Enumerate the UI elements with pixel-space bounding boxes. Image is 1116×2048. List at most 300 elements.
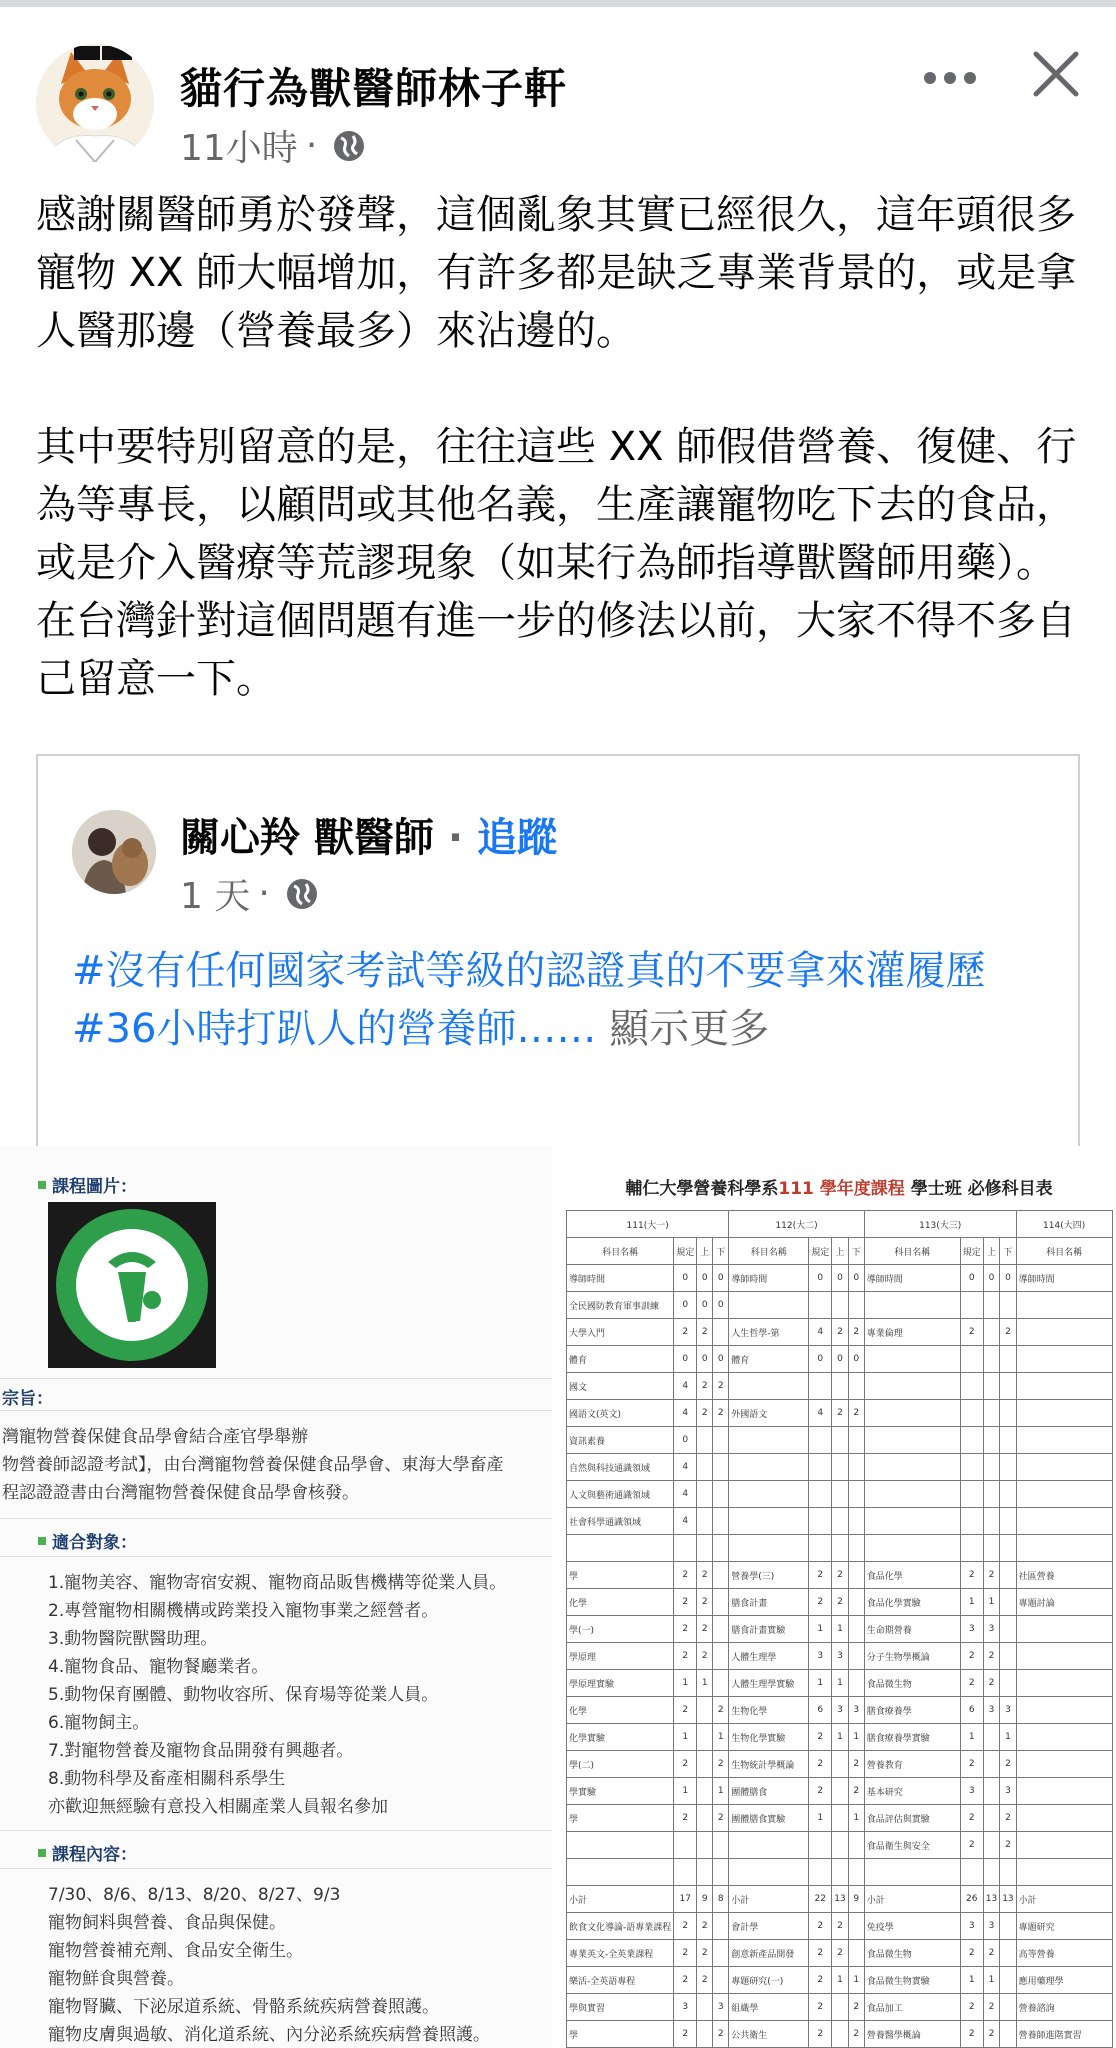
table-row: [567, 1751, 1113, 1778]
table-cell: 全民國防教育軍事訓練: [567, 1292, 674, 1319]
table-cell: 2: [697, 1319, 713, 1346]
table-cell: 3: [848, 1697, 864, 1724]
audience-item: 6.寵物飼主。: [48, 1713, 150, 1733]
table-cell: 生物統計學概論: [729, 1751, 809, 1778]
col-header: 下: [713, 1238, 729, 1265]
table-cell: 食品化學實驗: [864, 1589, 960, 1616]
content-item: 寵物皮膚與過敏、消化道系統、內分泌系統疾病營養照護。: [48, 2025, 490, 2045]
table-cell: 營養教育: [864, 1751, 960, 1778]
table-cell: 13: [832, 1886, 848, 1913]
table-cell: 1: [809, 1805, 832, 1832]
table-row: [567, 1319, 1113, 1346]
audience-item: 7.對寵物營養及寵物食品開發有興趣者。: [48, 1741, 354, 1761]
table-cell: 4: [674, 1454, 697, 1481]
table-cell: 飲食文化導論-語專業課程: [567, 1913, 674, 1940]
col-header: 上: [832, 1238, 848, 1265]
table-cell: [729, 1508, 809, 1535]
table-row: [567, 2021, 1113, 2048]
table-row: [567, 1643, 1113, 1670]
hashtag-link[interactable]: #沒有任何國家考試等級的認證真的不要拿來灌履歷: [72, 948, 986, 994]
table-cell: 22: [809, 1886, 832, 1913]
table-cell: 8: [713, 1886, 729, 1913]
table-cell: [1016, 1400, 1112, 1427]
table-cell: [848, 1913, 864, 1940]
col-header: 下: [1000, 1238, 1016, 1265]
table-cell: 3: [1000, 1697, 1016, 1724]
table-cell: [1016, 1778, 1112, 1805]
table-cell: [809, 1508, 832, 1535]
table-cell: 2: [713, 1805, 729, 1832]
table-cell: [983, 1481, 999, 1508]
table-cell: [713, 1913, 729, 1940]
content-item: 寵物營養補充劑、食品安全衛生。: [48, 1941, 303, 1961]
table-cell: 2: [697, 1643, 713, 1670]
table-cell: [729, 1535, 809, 1562]
table-cell: [1000, 1373, 1016, 1400]
table-cell: 2: [832, 1940, 848, 1967]
year-header: 114(大四): [1016, 1211, 1112, 1238]
table-cell: [697, 1994, 713, 2021]
table-cell: [697, 1751, 713, 1778]
table-row: [567, 1724, 1113, 1751]
table-cell: [1000, 1454, 1016, 1481]
table-cell: [729, 1292, 809, 1319]
table-cell: [864, 1292, 960, 1319]
table-cell: 2: [832, 1589, 848, 1616]
shared-post-card[interactable]: [36, 754, 1080, 1154]
table-cell: 0: [960, 1265, 983, 1292]
table-cell: [1000, 1427, 1016, 1454]
meta-separator: ·: [258, 873, 270, 914]
table-cell: [809, 1454, 832, 1481]
divider: [0, 1410, 552, 1411]
table-cell: 膳食療養學: [864, 1697, 960, 1724]
table-cell: 2: [697, 1589, 713, 1616]
table-cell: 17: [674, 1886, 697, 1913]
table-cell: [960, 1859, 983, 1886]
table-cell: [864, 1427, 960, 1454]
table-cell: 2: [713, 1400, 729, 1427]
table-cell: 4: [809, 1319, 832, 1346]
curriculum-table-image[interactable]: [562, 1146, 1116, 2048]
globe-icon: [284, 876, 320, 912]
table-cell: [729, 1373, 809, 1400]
purpose-line: 物營養師認證考試】，由台灣寵物營養保健食品學會、東海大學畜產: [2, 1455, 504, 1475]
table-cell: 1: [832, 1616, 848, 1643]
table-cell: [983, 1292, 999, 1319]
table-cell: 4: [674, 1508, 697, 1535]
table-cell: [832, 1373, 848, 1400]
table-cell: 0: [832, 1346, 848, 1373]
table-cell: 2: [983, 2021, 999, 2048]
table-cell: [864, 1859, 960, 1886]
col-header: 科目名稱: [864, 1238, 960, 1265]
table-cell: 2: [697, 1913, 713, 1940]
table-row: [567, 1589, 1113, 1616]
table-cell: 2: [674, 1319, 697, 1346]
table-row: [567, 1373, 1113, 1400]
table-cell: [864, 1454, 960, 1481]
table-row: [567, 1886, 1113, 1913]
table-cell: [983, 1859, 999, 1886]
col-header: 上: [983, 1238, 999, 1265]
table-cell: [848, 1535, 864, 1562]
col-header: 科目名稱: [567, 1238, 674, 1265]
table-cell: 專題研究(一): [729, 1967, 809, 1994]
table-cell: 外國語文: [729, 1400, 809, 1427]
table-cell: 公共衛生: [729, 2021, 809, 2048]
author-name[interactable]: 貓行為獸醫師林子軒: [180, 64, 568, 113]
more-options-icon[interactable]: [920, 66, 980, 90]
table-cell: [1000, 1481, 1016, 1508]
table-cell: 2: [983, 1562, 999, 1589]
col-header: 規定: [960, 1238, 983, 1265]
table-cell: 1: [848, 1967, 864, 1994]
table-cell: [567, 1832, 674, 1859]
table-row: [567, 1400, 1113, 1427]
shared-post-meta: [180, 868, 320, 919]
table-cell: 專業倫理: [864, 1319, 960, 1346]
table-cell: 0: [674, 1346, 697, 1373]
table-cell: 6: [809, 1697, 832, 1724]
table-cell: 2: [960, 1994, 983, 2021]
curriculum-table: [566, 1210, 1113, 2048]
table-cell: 生命期營養: [864, 1616, 960, 1643]
table-cell: 3: [983, 1913, 999, 1940]
table-cell: [848, 1940, 864, 1967]
table-row: [567, 1859, 1113, 1886]
table-cell: 國語文(英文): [567, 1400, 674, 1427]
table-cell: [713, 1319, 729, 1346]
table-cell: [1016, 1859, 1112, 1886]
table-cell: 9: [848, 1886, 864, 1913]
table-cell: [848, 1670, 864, 1697]
content-heading: [38, 1840, 137, 1865]
table-cell: [567, 1859, 674, 1886]
table-cell: [713, 1589, 729, 1616]
table-cell: [1000, 1859, 1016, 1886]
table-cell: [713, 1454, 729, 1481]
table-cell: 導師時間: [729, 1265, 809, 1292]
table-row: [567, 1616, 1113, 1643]
table-cell: 學與實習: [567, 1994, 674, 2021]
table-cell: [832, 1508, 848, 1535]
table-cell: 2: [1000, 1319, 1016, 1346]
table-cell: 2: [674, 1805, 697, 1832]
table-cell: 0: [809, 1346, 832, 1373]
table-cell: [697, 1697, 713, 1724]
table-cell: [1016, 1805, 1112, 1832]
table-cell: [864, 1346, 960, 1373]
table-cell: 1: [848, 1724, 864, 1751]
post-paragraph: 其中要特別留意的是，往往這些 XX 師假借營養、復健、行為等專長，以顧問或其他名義，生產讓寵物吃下去的食品，或是介入醫療等荒謬現象（如某行為師指導獸醫師用藥）。在台灣針對這個問題有進一步的修法以前，大家不得不多自己留意一下。: [36, 424, 1077, 702]
table-cell: 2: [960, 1805, 983, 1832]
shared-author-avatar[interactable]: [72, 810, 156, 894]
table-cell: [848, 1427, 864, 1454]
table-cell: 2: [960, 1751, 983, 1778]
table-row: [567, 1940, 1113, 1967]
table-cell: 學(二): [567, 1751, 674, 1778]
table-cell: [832, 1751, 848, 1778]
table-cell: [983, 1778, 999, 1805]
table-cell: [1016, 1832, 1112, 1859]
logo-text: T.A.P.H: [103, 1318, 161, 1336]
table-cell: [713, 1508, 729, 1535]
col-header: 規定: [674, 1238, 697, 1265]
table-cell: 0: [713, 1292, 729, 1319]
table-row: [567, 1508, 1113, 1535]
table-cell: 1: [960, 1724, 983, 1751]
table-cell: [832, 1778, 848, 1805]
title-suffix: 學士班 必修科目表: [904, 1179, 1053, 1199]
table-cell: 4: [809, 1400, 832, 1427]
divider: [0, 1556, 552, 1557]
table-row: [567, 1346, 1113, 1373]
table-cell: 2: [809, 1778, 832, 1805]
table-row: [567, 1805, 1113, 1832]
table-cell: 學: [567, 1562, 674, 1589]
table-cell: [729, 1454, 809, 1481]
table-cell: [713, 1967, 729, 1994]
table-cell: [697, 1724, 713, 1751]
table-cell: [1000, 1670, 1016, 1697]
table-cell: 2: [1000, 1832, 1016, 1859]
table-cell: 團體膳食: [729, 1778, 809, 1805]
see-more-link[interactable]: 顯示更多: [609, 1006, 770, 1052]
table-cell: 專題討論: [1016, 1589, 1112, 1616]
table-row: [567, 1832, 1113, 1859]
table-cell: 人體生理學實驗: [729, 1670, 809, 1697]
table-cell: [697, 1805, 713, 1832]
col-header: 下: [848, 1238, 864, 1265]
table-cell: [960, 1481, 983, 1508]
table-cell: [1016, 1616, 1112, 1643]
table-cell: 免疫學: [864, 1913, 960, 1940]
close-icon[interactable]: [1030, 48, 1082, 100]
table-cell: [983, 1832, 999, 1859]
table-cell: [983, 1346, 999, 1373]
table-cell: [1016, 1724, 1112, 1751]
table-cell: [983, 1400, 999, 1427]
table-cell: [832, 1454, 848, 1481]
table-cell: [713, 1616, 729, 1643]
table-cell: 2: [848, 1400, 864, 1427]
table-cell: 膳食計畫實驗: [729, 1616, 809, 1643]
table-cell: [983, 1751, 999, 1778]
table-cell: [729, 1832, 809, 1859]
table-cell: 化學: [567, 1589, 674, 1616]
year-header: 111(大一): [567, 1211, 729, 1238]
table-cell: 2: [674, 2021, 697, 2048]
table-cell: [809, 1535, 832, 1562]
table-cell: [1000, 1967, 1016, 1994]
table-cell: [960, 1535, 983, 1562]
purpose-line: 程認證證書由台灣寵物營養保健食品學會核發。: [2, 1483, 359, 1503]
table-cell: 資訊素養: [567, 1427, 674, 1454]
taph-logo-icon: [48, 1202, 216, 1368]
table-cell: [713, 1643, 729, 1670]
hashtag-link[interactable]: #36小時打趴人的營養師……: [72, 1006, 597, 1052]
table-cell: 食品微生物實驗: [864, 1967, 960, 1994]
table-cell: [960, 1292, 983, 1319]
table-cell: 社會科學通識領域: [567, 1508, 674, 1535]
table-cell: 2: [674, 1751, 697, 1778]
table-cell: 國文: [567, 1373, 674, 1400]
table-cell: 2: [697, 1373, 713, 1400]
table-cell: 創意新產品開發: [729, 1940, 809, 1967]
table-cell: [697, 1778, 713, 1805]
table-cell: [697, 1481, 713, 1508]
table-cell: 會計學: [729, 1913, 809, 1940]
table-cell: 0: [713, 1346, 729, 1373]
table-cell: 3: [960, 1913, 983, 1940]
table-row: [567, 1913, 1113, 1940]
table-cell: 1: [960, 1589, 983, 1616]
post-time[interactable]: 11小時: [180, 128, 298, 169]
follow-button[interactable]: 追蹤: [477, 815, 557, 861]
course-brochure-image[interactable]: [0, 1146, 552, 2048]
table-cell: 1: [713, 1724, 729, 1751]
table-row: [567, 1427, 1113, 1454]
table-cell: 0: [697, 1265, 713, 1292]
table-cell: 大學入門: [567, 1319, 674, 1346]
table-cell: 0: [832, 1265, 848, 1292]
table-cell: 2: [960, 1940, 983, 1967]
table-row: [567, 1454, 1113, 1481]
table-cell: 2: [809, 2021, 832, 2048]
bullet-icon: [38, 1849, 46, 1857]
table-cell: 0: [674, 1292, 697, 1319]
table-cell: 小計: [567, 1886, 674, 1913]
table-cell: 2: [674, 1562, 697, 1589]
table-cell: [1000, 1292, 1016, 1319]
table-cell: [848, 1589, 864, 1616]
table-cell: [832, 1427, 848, 1454]
meta-separator: ·: [305, 125, 318, 166]
table-cell: [1000, 1589, 1016, 1616]
table-cell: [697, 1508, 713, 1535]
shared-author-name[interactable]: 關心羚 獸醫師: [180, 815, 434, 861]
table-cell: 食品評估與實驗: [864, 1805, 960, 1832]
globe-icon: [331, 128, 367, 164]
table-cell: 膳食計畫: [729, 1589, 809, 1616]
table-cell: [1016, 1427, 1112, 1454]
table-cell: [848, 1562, 864, 1589]
table-cell: [729, 1427, 809, 1454]
table-cell: 小計: [729, 1886, 809, 1913]
table-cell: [848, 1616, 864, 1643]
table-cell: 0: [674, 1265, 697, 1292]
table-cell: 導師時間: [567, 1265, 674, 1292]
table-cell: 0: [809, 1265, 832, 1292]
author-avatar[interactable]: [36, 44, 154, 162]
table-cell: 導師時間: [864, 1265, 960, 1292]
table-cell: 2: [960, 1832, 983, 1859]
table-cell: [809, 1859, 832, 1886]
table-cell: [1000, 1940, 1016, 1967]
table-cell: 2: [832, 1562, 848, 1589]
table-cell: 2: [983, 1670, 999, 1697]
table-cell: [960, 1346, 983, 1373]
table-cell: 食品微生物: [864, 1940, 960, 1967]
table-cell: 3: [809, 1643, 832, 1670]
table-row: [567, 1994, 1113, 2021]
table-cell: 膳食療養學實驗: [864, 1724, 960, 1751]
table-row: [567, 1697, 1113, 1724]
table-cell: 3: [983, 1697, 999, 1724]
person-dog-avatar-icon: [72, 810, 156, 894]
table-cell: [1000, 1535, 1016, 1562]
table-cell: 2: [674, 1616, 697, 1643]
year-header: 113(大三): [864, 1211, 1016, 1238]
table-cell: 0: [697, 1292, 713, 1319]
table-cell: [729, 1859, 809, 1886]
table-cell: [832, 1994, 848, 2021]
table-cell: 2: [809, 1994, 832, 2021]
table-cell: 1: [848, 1805, 864, 1832]
table-cell: 自然與科技通識領域: [567, 1454, 674, 1481]
shared-post-body: [72, 942, 1062, 1058]
table-cell: [983, 1805, 999, 1832]
divider: [0, 1378, 552, 1379]
table-cell: 1: [983, 1967, 999, 1994]
table-cell: 1: [674, 1724, 697, 1751]
table-cell: 人體生理學: [729, 1643, 809, 1670]
audience-item: 亦歡迎無經驗有意投入相關產業人員報名參加: [48, 1797, 388, 1817]
table-row: [567, 1670, 1113, 1697]
table-cell: [697, 1832, 713, 1859]
table-cell: 1: [983, 1589, 999, 1616]
table-cell: 3: [960, 1616, 983, 1643]
table-cell: 0: [848, 1265, 864, 1292]
table-cell: 2: [983, 1940, 999, 1967]
table-cell: 學(一): [567, 1616, 674, 1643]
table-cell: [1000, 2021, 1016, 2048]
table-cell: 人文與藝術通識領域: [567, 1481, 674, 1508]
table-cell: 2: [674, 1643, 697, 1670]
table-cell: 2: [832, 1400, 848, 1427]
table-cell: 2: [848, 1319, 864, 1346]
table-cell: 2: [832, 1319, 848, 1346]
table-cell: [848, 1454, 864, 1481]
shared-post-time[interactable]: 1 天: [180, 876, 251, 917]
table-cell: 學: [567, 2021, 674, 2048]
table-row: [567, 1562, 1113, 1589]
table-cell: [864, 1373, 960, 1400]
table-cell: [960, 1373, 983, 1400]
table-cell: [809, 1481, 832, 1508]
table-cell: 1: [674, 1778, 697, 1805]
table-cell: 團體膳食實驗: [729, 1805, 809, 1832]
table-cell: 2: [697, 1967, 713, 1994]
table-cell: 樂活-全英語專程: [567, 1967, 674, 1994]
table-cell: [983, 1427, 999, 1454]
table-cell: 6: [960, 1697, 983, 1724]
audience-item: 8.動物科學及畜產相關科系學生: [48, 1769, 286, 1789]
table-cell: 0: [848, 1346, 864, 1373]
table-cell: [1000, 1913, 1016, 1940]
post-body: [36, 186, 1086, 766]
table-cell: [809, 1292, 832, 1319]
table-cell: 2: [809, 1724, 832, 1751]
table-cell: 學原理: [567, 1643, 674, 1670]
table-cell: 學: [567, 1805, 674, 1832]
table-cell: 26: [960, 1886, 983, 1913]
table-cell: 0: [1000, 1265, 1016, 1292]
table-cell: 2: [960, 1562, 983, 1589]
col-header: 上: [697, 1238, 713, 1265]
title-prefix: 輔仁大學營養科學系: [625, 1179, 779, 1199]
